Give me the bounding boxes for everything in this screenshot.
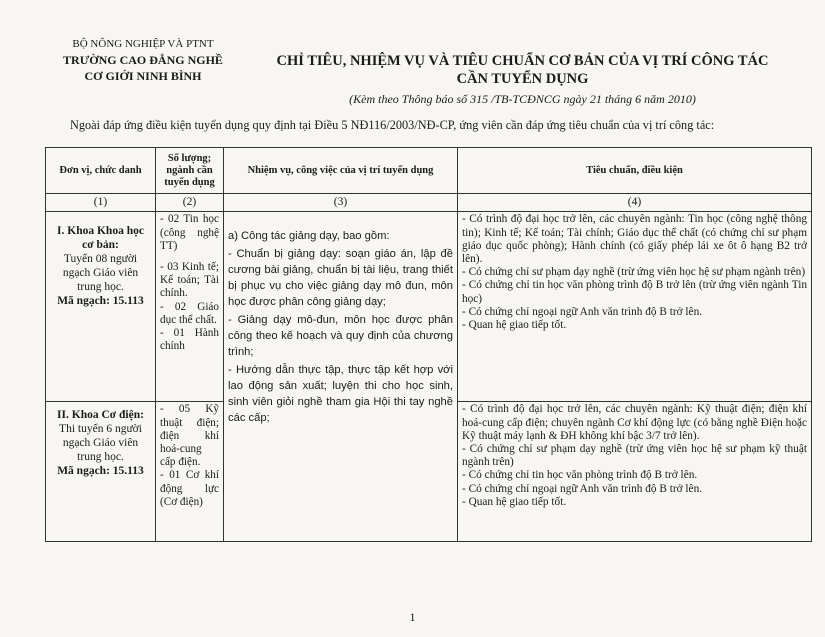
requirement-item: - Có chứng chỉ tin học văn phòng trình độ B trở lên (trừ ứng viên ngành Tin học) bbox=[462, 279, 807, 305]
quantity-item: - 03 Kinh tế; Kế toán; Tài chính. bbox=[160, 260, 219, 300]
quantity-item: - 01 Cơ khí động lực (Cơ điện) bbox=[160, 469, 219, 508]
duty-item: - Giảng dạy mô-đun, môn học được phân công theo kế hoạch và quy định của chương trình; bbox=[228, 314, 453, 359]
quantity-cell bbox=[156, 402, 224, 542]
table-header-row bbox=[46, 148, 812, 194]
requirement-item: - Có chứng chỉ ngoại ngữ Anh văn trình độ B trở lên. bbox=[462, 305, 703, 318]
requirements-cell bbox=[458, 212, 812, 402]
unit-description: Thi tuyển 6 người ngạch Giáo viên trung học. bbox=[59, 423, 142, 464]
unit-description: Tuyển 08 người ngạch Giáo viên trung học. bbox=[62, 253, 139, 294]
table-row bbox=[46, 212, 812, 402]
requirement-item: - Quan hệ giao tiếp tốt. bbox=[462, 318, 567, 331]
recruitment-table bbox=[45, 147, 812, 542]
unit-title: II. Khoa Cơ điện: bbox=[57, 409, 144, 422]
quantity-item: - 01 Hành chính bbox=[160, 326, 219, 353]
document-subtitle: (Kèm theo Thông báo số 315 /TB-TCĐNCG ngày 21 tháng 6 năm 2010) bbox=[349, 92, 696, 106]
page-number: 1 bbox=[409, 610, 416, 624]
ministry-name: BỘ NÔNG NGHIỆP VÀ PTNT bbox=[72, 38, 214, 50]
col-number: (2) bbox=[156, 194, 224, 212]
column-number-row bbox=[46, 194, 812, 212]
unit-cell bbox=[46, 402, 156, 542]
requirement-item: - Quan hệ giao tiếp tốt. bbox=[462, 495, 567, 508]
header-requirements: Tiêu chuẩn, điều kiện bbox=[458, 148, 812, 194]
intro-paragraph: Ngoài đáp ứng điều kiện tuyển dụng quy định tại Điều 5 NĐ116/2003/NĐ-CP, ứng viên cần đáp ứng tiêu chuẩn của vị trí công tác: bbox=[70, 118, 715, 132]
header-quantity: Số lượng; ngành cần tuyển dụng bbox=[156, 148, 224, 194]
title-line2: CẦN TUYỂN DỤNG bbox=[456, 71, 589, 87]
school-name-line1: TRƯỜNG CAO ĐẲNG NGHỀ bbox=[63, 53, 223, 67]
quantity-item: - 05 Kỹ thuật điện; điện khí hoá-cung cấp điện. bbox=[160, 403, 219, 469]
header-unit: Đơn vị, chức danh bbox=[46, 148, 156, 194]
unit-code: Mã ngạch: 15.113 bbox=[57, 465, 144, 478]
duties-cell bbox=[224, 212, 458, 542]
document-title bbox=[240, 52, 805, 88]
requirement-item: - Có chứng chỉ sư phạm dạy nghề (trừ ứng viên học hệ sư phạm kỹ thuật ngành trên) bbox=[462, 442, 807, 469]
issuing-organization bbox=[48, 36, 238, 84]
header-duties: Nhiệm vụ, công việc của vị trí tuyển dụng bbox=[224, 148, 458, 194]
quantity-item: - 02 Tin học (công nghệ TT) bbox=[160, 213, 219, 252]
duty-item: - Chuẩn bị giảng dạy: soạn giáo án, lập đề cương bài giảng, chuẩn bị tài liệu, trang thiết bị phục vụ cho việc giảng dạy mô đun, môn học được phân công giảng dạy; bbox=[228, 248, 453, 309]
requirement-item: - Có trình độ đại học trở lên, các chuyên ngành: Tin học (công nghệ thông tin); Kinh tế; Kế toán; Tài chính; Giáo dục thể chất (có chứng chỉ sư phạm giáo dục quốc phòng); Hành chính (có giấy phép lái xe ôt ô hạng B2 trở lên). bbox=[462, 213, 807, 265]
requirement-item: - Có trình độ đại học trở lên, các chuyên ngành: Kỹ thuật điện; điện khí hoá-cung cấp điện; chuyên ngành Cơ khí động lực (có bằng nghề Điện hoặc Kỹ thuật máy lạnh & ĐH không khí bậc 3/7 trở lên). bbox=[462, 403, 807, 442]
requirements-cell bbox=[458, 402, 812, 542]
unit-code: Mã ngạch: 15.113 bbox=[57, 295, 144, 308]
school-name-line2: CƠ GIỚI NINH BÌNH bbox=[84, 69, 202, 83]
requirement-item: - Có chứng chỉ tin học văn phòng trình độ B trở lên. bbox=[462, 469, 698, 482]
unit-title: I. Khoa Khoa học cơ bản: bbox=[57, 225, 144, 252]
duty-item: - Hướng dẫn thực tập, thực tập kết hợp với lao động sản xuất; luyện thi cho học sinh, sinh viên giỏi nghề tham gia Hội thi tay nghề các cấp; bbox=[228, 364, 453, 425]
requirement-item: - Có chứng chỉ ngoại ngữ Anh văn trình độ B trở lên. bbox=[462, 482, 703, 495]
col-number: (1) bbox=[46, 194, 156, 212]
quantity-cell bbox=[156, 212, 224, 402]
title-line1: CHỈ TIÊU, NHIỆM VỤ VÀ TIÊU CHUẨN CƠ BẢN CỦA VỊ TRÍ CÔNG TÁC bbox=[276, 53, 769, 69]
unit-cell bbox=[46, 212, 156, 402]
quantity-item: - 02 Giáo dục thể chất. bbox=[160, 300, 219, 326]
col-number: (4) bbox=[458, 194, 812, 212]
requirement-item: - Có chứng chỉ sư phạm dạy nghề (trừ ứng viên học hệ sư phạm ngành trên) bbox=[462, 266, 806, 279]
duty-item: a) Công tác giảng dạy, bao gồm: bbox=[228, 230, 390, 243]
col-number: (3) bbox=[224, 194, 458, 212]
